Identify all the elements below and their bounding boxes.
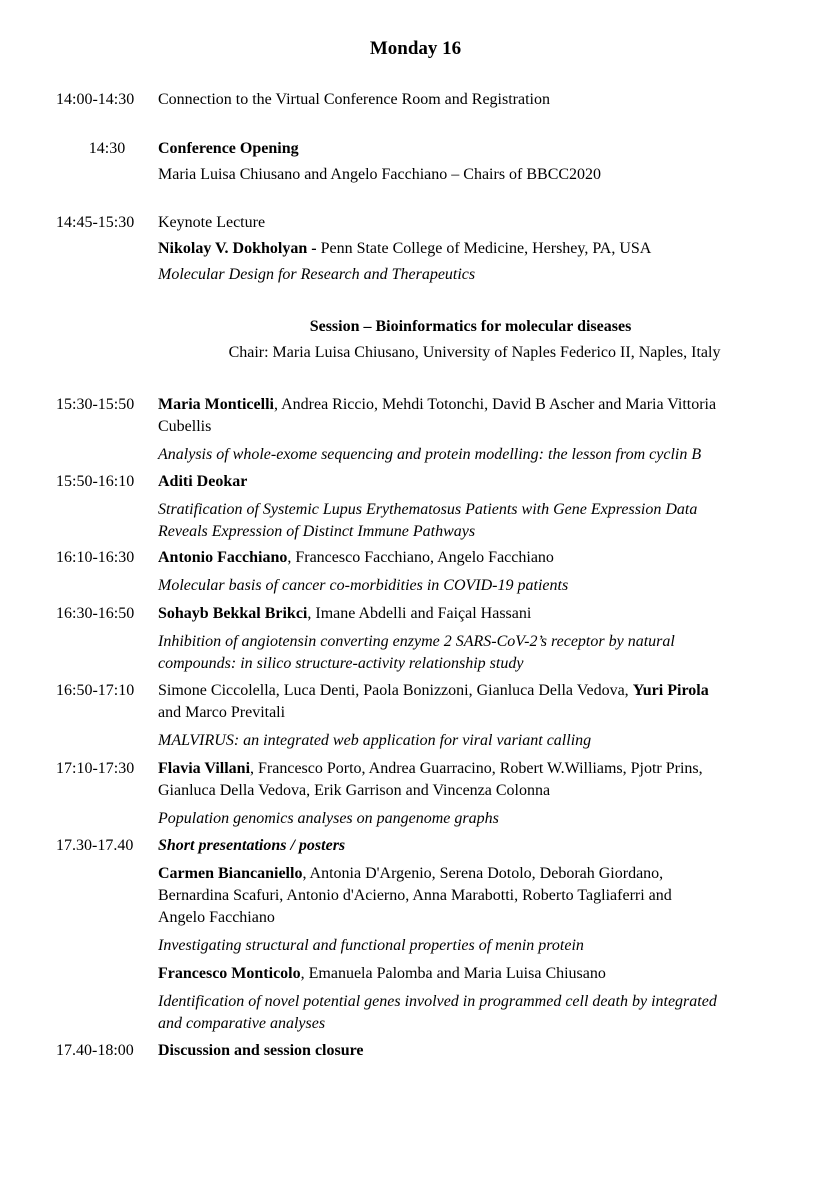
co-authors-continued: Gianluca Della Vedova, Erik Garrison and Vincenza Colonna (158, 782, 551, 799)
talk-title: MALVIRUS: an integrated web application for viral variant calling (158, 732, 592, 749)
talk-title-continued: Reveals Expression of Distinct Immune Pathways (158, 523, 476, 540)
authors-line (158, 963, 798, 985)
co-authors: , Antonia D'Argenio, Serena Dotolo, Deborah Giordano, (302, 865, 664, 882)
authors-line (158, 547, 798, 569)
time-slot: 17.40-18:00 (56, 1042, 134, 1059)
co-authors-continued: and Marco Previtali (158, 704, 286, 721)
time-slot: 16:50-17:10 (56, 682, 135, 699)
item-text: Maria Luisa Chiusano and Angelo Facchiano – Chairs of BBCC2020 (158, 166, 602, 183)
co-authors-continued: Angelo Facchiano (158, 909, 275, 926)
talk-title: Population genomics analyses on pangenome graphs (158, 810, 499, 827)
co-authors: , Imane Abdelli and Faiçal Hassani (307, 605, 532, 622)
co-authors: , Francesco Facchiano, Angelo Facchiano (287, 549, 554, 566)
time-slot: 16:30-16:50 (56, 605, 135, 622)
talk-title: Inhibition of angiotensin converting enzyme 2 SARS-CoV-2’s receptor by natural (158, 633, 675, 650)
time-slot: 15:50-16:10 (56, 473, 135, 490)
presenter-name: Francesco Monticolo (158, 965, 301, 982)
talk-title: Identification of novel potential genes involved in programmed cell death by integrated (158, 993, 717, 1010)
time-slot: 14:30 (88, 140, 126, 157)
co-authors-continued: Cubellis (158, 418, 212, 435)
presenter-name: Maria Monticelli (158, 396, 274, 413)
co-authors: , Emanuela Palomba and Maria Luisa Chiusano (300, 965, 606, 982)
presenter-name: Carmen Biancaniello (158, 865, 303, 882)
item-text: Connection to the Virtual Conference Room and Registration (158, 91, 550, 108)
time-slot: 15:30-15:50 (56, 396, 135, 413)
time-slot: 17.30-17.40 (56, 837, 134, 854)
time-slot: 14:00-14:30 (56, 91, 135, 108)
co-authors-continued: Bernardina Scafuri, Antonio d'Acierno, Anna Marabotti, Roberto Tagliaferri and (158, 887, 672, 904)
time-slot: 17:10-17:30 (56, 760, 135, 777)
authors-line (158, 680, 798, 702)
talk-title: Analysis of whole-exome sequencing and protein modelling: the lesson from cyclin B (158, 446, 702, 463)
time-slot: 16:10-16:30 (56, 549, 135, 566)
session-title: Session – Bioinformatics for molecular diseases (309, 318, 632, 335)
talk-title: Molecular Design for Research and Therapeutics (158, 266, 476, 283)
speaker-affiliation: Penn State College of Medicine, Hershey, PA, USA (316, 240, 652, 257)
time-slot: 14:45-15:30 (56, 214, 135, 231)
short-presentations-label: Short presentations / posters (158, 837, 346, 854)
presenter-name: Aditi Deokar (158, 473, 248, 490)
session-header (0, 316, 831, 364)
session-chair: Chair: Maria Luisa Chiusano, University of Naples Federico II, Naples, Italy (228, 344, 721, 361)
authors-line (158, 758, 798, 780)
authors-line (158, 863, 798, 885)
presenter-name: Antonio Facchiano (158, 549, 288, 566)
co-authors: Simone Ciccolella, Luca Denti, Paola Bonizzoni, Gianluca Della Vedova, (158, 682, 633, 699)
presenter-name: Flavia Villani (158, 760, 251, 777)
item-heading: Conference Opening (158, 140, 299, 157)
talk-title-continued: compounds: in silico structure-activity relationship study (158, 655, 524, 672)
keynote-speaker-line (158, 238, 798, 260)
co-authors: , Andrea Riccio, Mehdi Totonchi, David B Ascher and Maria Vittoria (273, 396, 717, 413)
co-authors: , Francesco Porto, Andrea Guarracino, Robert W.Williams, Pjotr Prins, (250, 760, 703, 777)
day-title: Monday 16 (369, 38, 462, 59)
talk-title: Stratification of Systemic Lupus Erythematosus Patients with Gene Expression Data (158, 501, 698, 518)
authors-line (158, 394, 798, 416)
speaker-name: Nikolay V. Dokholyan - (158, 240, 317, 257)
presenter-name: Sohayb Bekkal Brikci (158, 605, 308, 622)
talk-title-continued: and comparative analyses (158, 1015, 326, 1032)
item-heading: Discussion and session closure (158, 1042, 364, 1059)
presenter-name: Yuri Pirola (632, 682, 709, 699)
talk-title: Investigating structural and functional properties of menin protein (158, 937, 584, 954)
authors-line (158, 603, 798, 625)
talk-title: Molecular basis of cancer co-morbidities in COVID-19 patients (158, 577, 569, 594)
item-label: Keynote Lecture (158, 214, 266, 231)
